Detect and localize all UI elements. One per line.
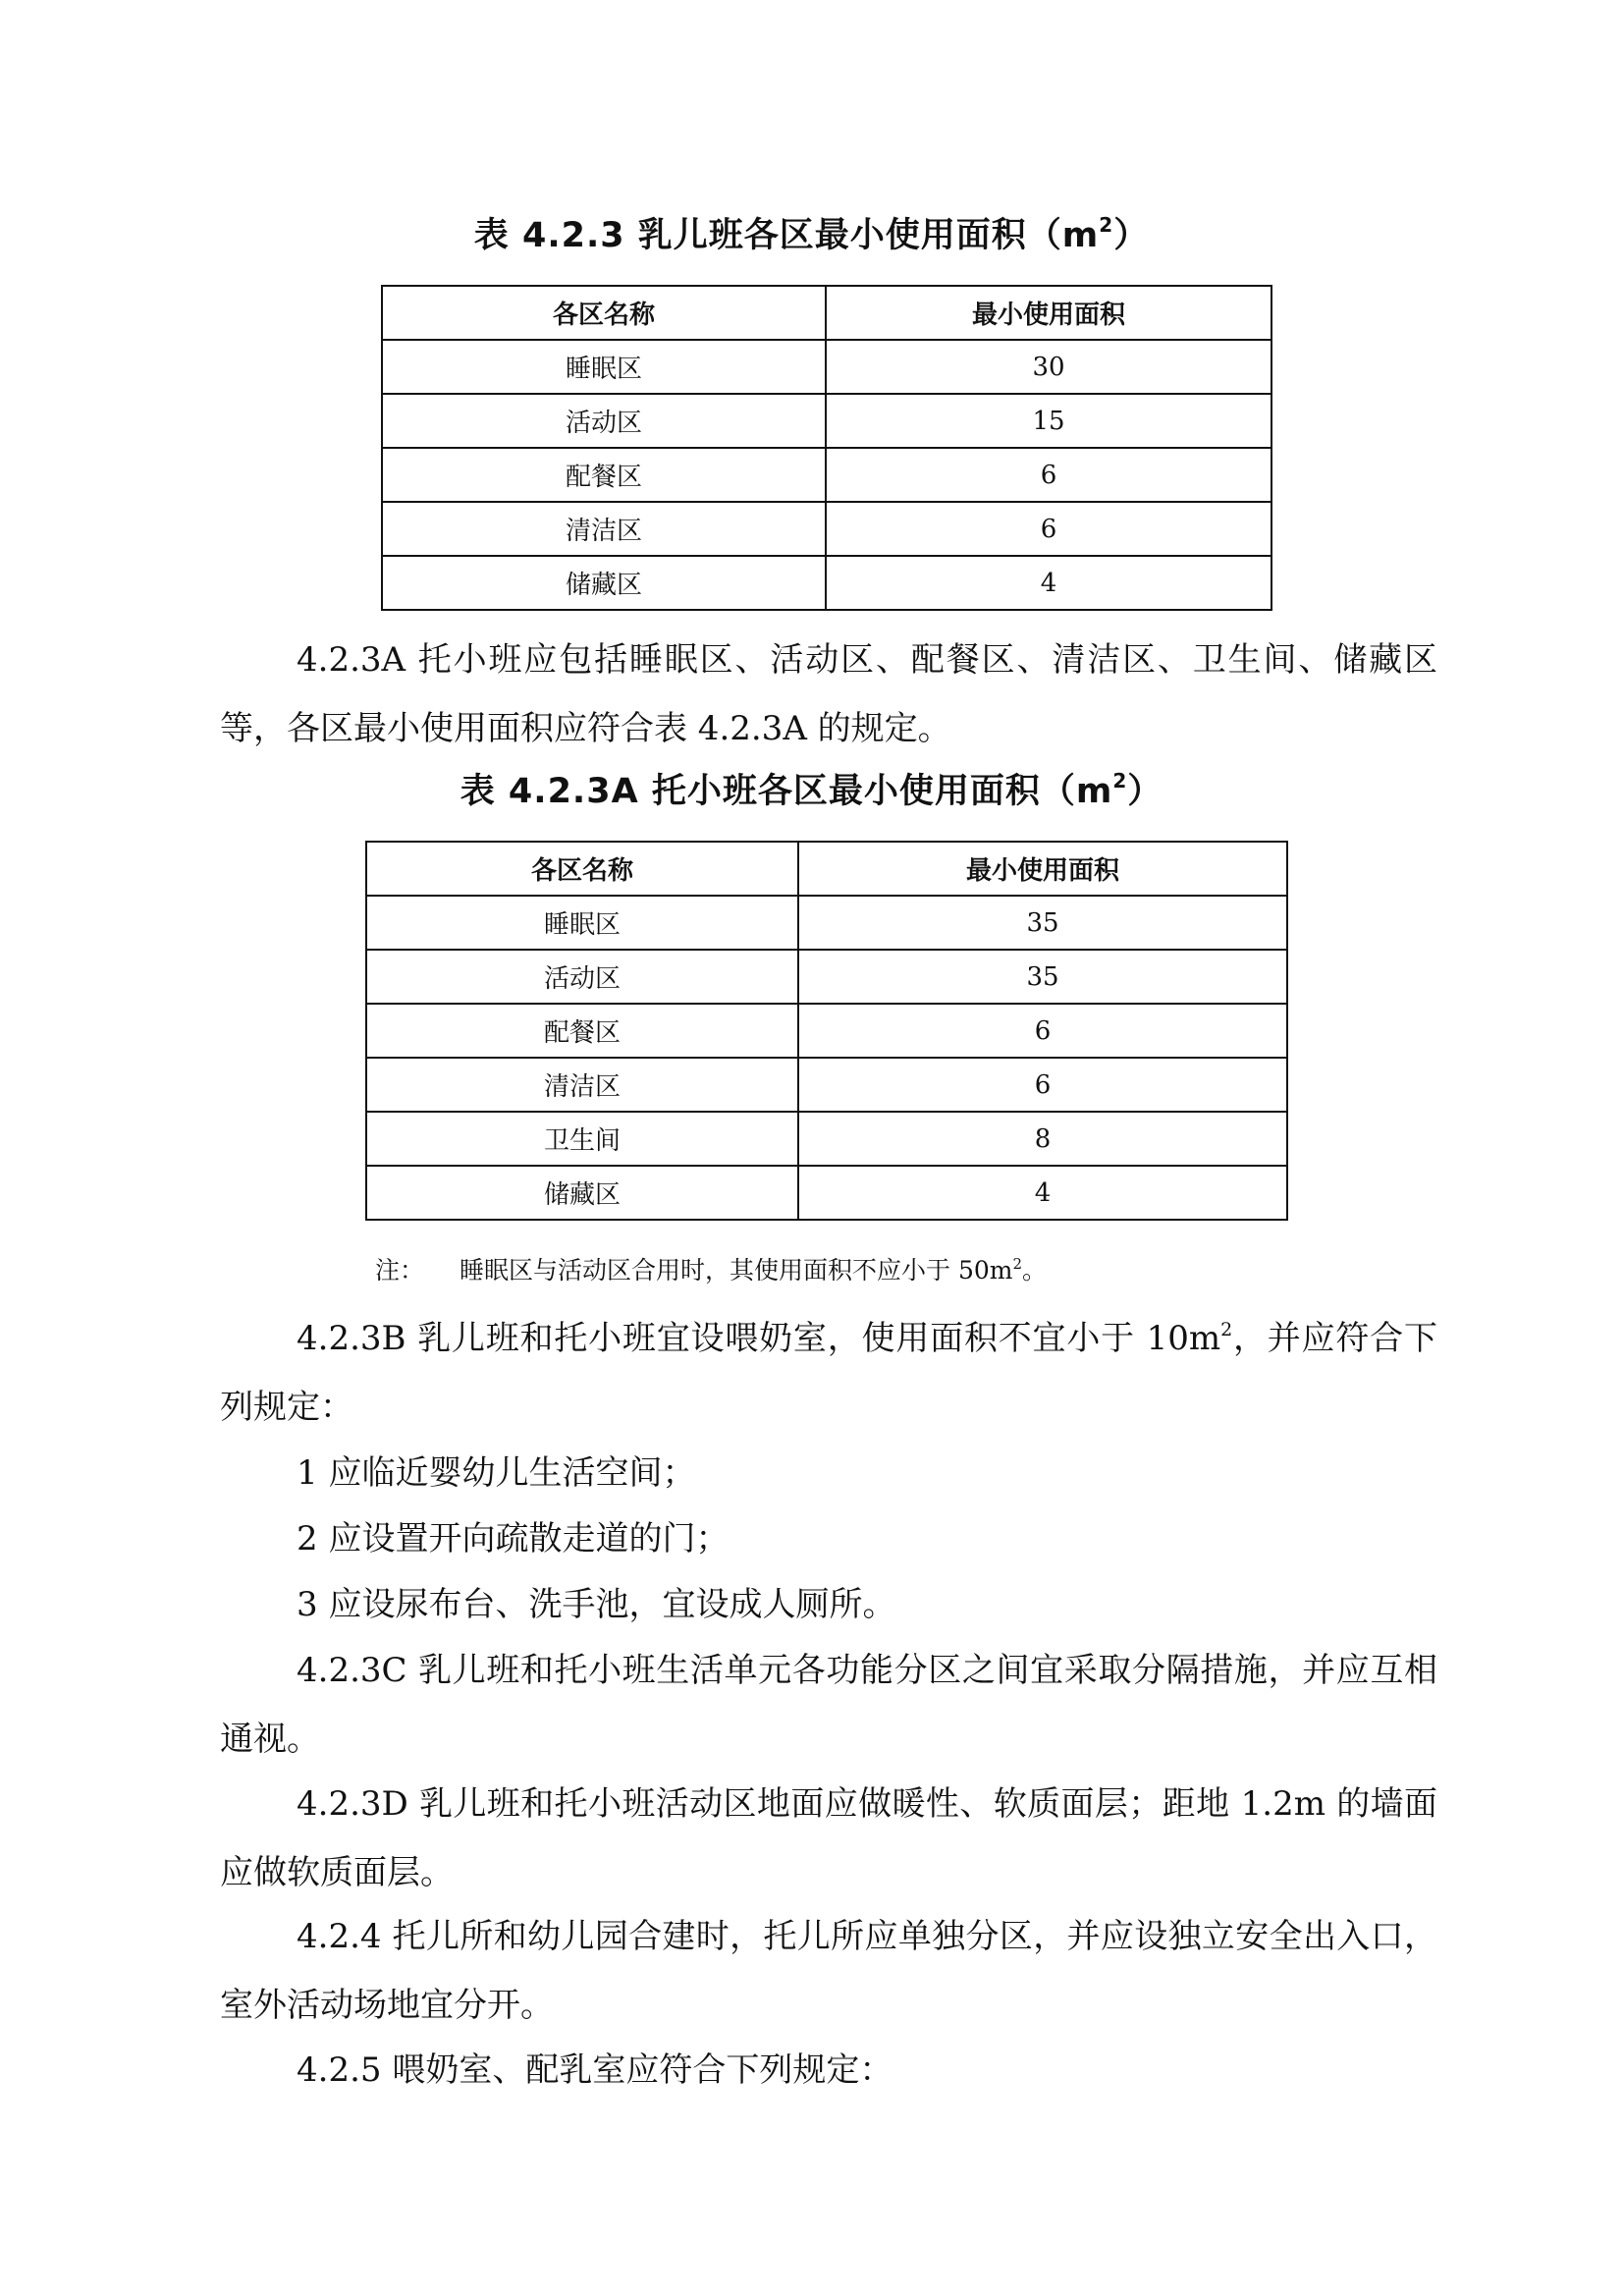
table-cell: 6 (798, 1004, 1287, 1058)
clause-4-2-3a: 4.2.3A 托小班应包括睡眠区、活动区、配餐区、清洁区、卫生间、储藏区等，各区最小使用面积应符合表 4.2.3A 的规定。 (220, 640, 1437, 748)
table1-caption: 表 4.2.3 乳儿班各区最小使用面积$(m^2)$ (473, 213, 1150, 255)
clause-4-2-3b: 4.2.3B 乳儿班和托小班宜设喂奶室，使用面积不宜小于 $10m^2$，并应符合下列规定： (220, 1319, 1437, 1427)
table-cell: 清洁区 (366, 1058, 798, 1112)
table-cell: 8 (798, 1112, 1287, 1166)
table-note: 注： 睡眠区与活动区合用时，其使用面积不应小于 $50m^2$。 (375, 1255, 1048, 1285)
table-row (382, 502, 1271, 556)
clause-4-2-5: 4.2.5 喂奶室、配乳室应符合下列规定： (297, 2050, 893, 2090)
table-cell: 6 (826, 502, 1271, 556)
list-item: 1 应临近婴幼儿生活空间； (297, 1453, 696, 1493)
clause-4-2-3c: 4.2.3C 乳儿班和托小班生活单元各功能分区之间宜采取分隔措施，并应互相通视。 (220, 1651, 1437, 1759)
clause-4-2-4: 4.2.4 托儿所和幼儿园合建时，托儿所应单独分区，并应设独立安全出入口，室外活动场地宜分开。 (220, 1917, 1437, 2025)
table-cell: 清洁区 (382, 502, 826, 556)
table1 (381, 285, 1272, 611)
table-cell: 睡眠区 (382, 340, 826, 394)
list-item: 2 应设置开向疏散走道的门； (297, 1519, 730, 1558)
table-cell: 35 (798, 950, 1287, 1004)
table-row (382, 556, 1271, 610)
list-item: 3 应设尿布台、洗手池，宜设成人厕所。 (297, 1585, 896, 1624)
table-cell: 配餐区 (366, 1004, 798, 1058)
table-row (366, 1112, 1287, 1166)
table-header-row (366, 842, 1287, 896)
table-cell: 4 (826, 556, 1271, 610)
table-cell: 活动区 (366, 950, 798, 1004)
table-row (366, 896, 1287, 950)
table-cell: 30 (826, 340, 1271, 394)
table2 (365, 841, 1288, 1221)
table-cell: 卫生间 (366, 1112, 798, 1166)
table-header-row (382, 286, 1271, 340)
column-header: 各区名称 (382, 286, 826, 340)
table-row (382, 394, 1271, 448)
column-header: 最小使用面积 (798, 842, 1287, 896)
table-cell: 睡眠区 (366, 896, 798, 950)
table-cell: 储藏区 (382, 556, 826, 610)
table2-caption: 表 4.2.3A 托小班各区最小使用面积$(m^2)$ (460, 769, 1163, 811)
table-row (366, 1166, 1287, 1220)
clause-4-2-3d: 4.2.3D 乳儿班和托小班活动区地面应做暖性、软质面层；距地 1.2m 的墙面应做软质面层。 (220, 1784, 1437, 1892)
table-cell: 6 (826, 448, 1271, 502)
table-cell: 活动区 (382, 394, 826, 448)
table-row (366, 1004, 1287, 1058)
table-cell: 6 (798, 1058, 1287, 1112)
column-header: 各区名称 (366, 842, 798, 896)
table-cell: 15 (826, 394, 1271, 448)
table-row (382, 448, 1271, 502)
table-cell: 储藏区 (366, 1166, 798, 1220)
column-header: 最小使用面积 (826, 286, 1271, 340)
table-row (382, 340, 1271, 394)
table-row (366, 950, 1287, 1004)
table-cell: 4 (798, 1166, 1287, 1220)
table-cell: 配餐区 (382, 448, 826, 502)
table-row (366, 1058, 1287, 1112)
table-cell: 35 (798, 896, 1287, 950)
